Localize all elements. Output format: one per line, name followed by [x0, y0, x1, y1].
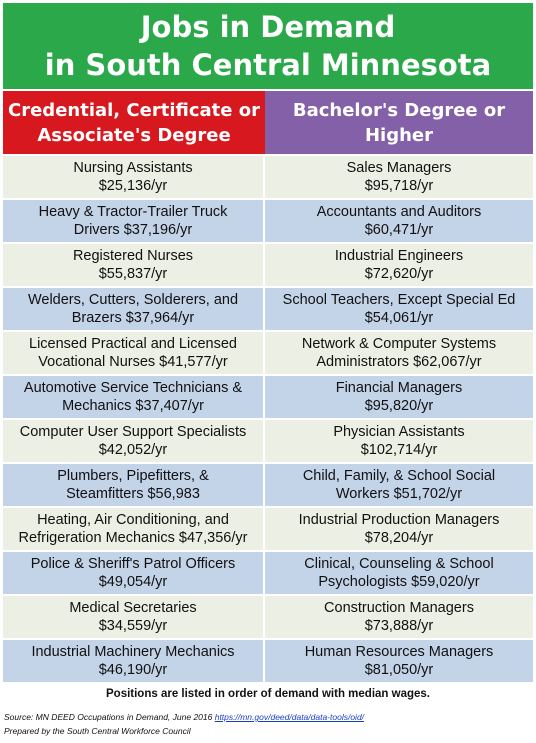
job-item — [3, 332, 263, 374]
job-title: Industrial Engineers — [334, 248, 464, 264]
job-wage: $49,054/yr — [98, 574, 168, 590]
source-link[interactable]: https://mn.gov/deed/data/data-tools/oid/ — [214, 712, 365, 722]
job-item — [265, 596, 533, 638]
job-item — [3, 288, 263, 330]
column-heading-line-1: Credential, Certificate or — [8, 100, 260, 121]
job-title: Heavy & Tractor-Trailer Truck — [38, 204, 228, 220]
job-wage: $55,837/yr — [98, 266, 168, 282]
job-wage: $81,050/yr — [364, 662, 434, 678]
job-item — [3, 376, 263, 418]
job-wage: Steamfitters $56,983 — [66, 486, 200, 502]
job-wage: $102,714/yr — [360, 442, 438, 458]
bachelor-jobs-list — [265, 156, 533, 684]
job-item — [3, 156, 263, 198]
job-title: Industrial Machinery Mechanics — [31, 644, 235, 660]
column-heading-line-1: Bachelor's Degree or — [292, 100, 506, 121]
job-title: Heating, Air Conditioning, and — [37, 512, 229, 528]
job-title: School Teachers, Except Special Ed — [282, 292, 516, 308]
source-line — [4, 712, 364, 722]
job-wage: Refrigeration Mechanics $47,356/yr — [18, 530, 248, 546]
job-wage: $78,204/yr — [364, 530, 434, 546]
job-wage: Vocational Nurses $41,577/yr — [38, 354, 228, 370]
job-item — [3, 552, 263, 594]
column-heading-line-2: Higher — [364, 125, 434, 146]
job-item — [3, 508, 263, 550]
job-item — [265, 332, 533, 374]
job-item — [265, 244, 533, 286]
job-title: Child, Family, & School Social — [302, 468, 496, 484]
credential-jobs-list — [3, 156, 263, 684]
job-item — [265, 376, 533, 418]
job-title: Nursing Assistants — [73, 160, 193, 176]
job-wage: $34,559/yr — [98, 618, 168, 634]
column-heading-line-2: Associate's Degree — [37, 125, 231, 146]
job-wage: $60,471/yr — [364, 222, 434, 238]
job-item — [3, 596, 263, 638]
job-wage: $73,888/yr — [364, 618, 434, 634]
job-item — [3, 464, 263, 506]
job-title: Computer User Support Specialists — [19, 424, 247, 440]
job-item — [265, 552, 533, 594]
footnote: Positions are listed in order of demand with median wages. — [106, 688, 430, 700]
job-wage: $95,718/yr — [364, 178, 434, 194]
job-wage: Administrators $62,067/yr — [316, 354, 482, 370]
job-item — [265, 464, 533, 506]
job-title: Physician Assistants — [333, 424, 465, 440]
column-heading-bachelor — [265, 91, 533, 154]
job-title: Registered Nurses — [72, 248, 194, 264]
job-wage: $54,061/yr — [364, 310, 434, 326]
job-wage: Brazers $37,964/yr — [71, 310, 195, 326]
job-item — [3, 200, 263, 242]
job-wage: Psychologists $59,020/yr — [318, 574, 480, 590]
job-item — [3, 244, 263, 286]
job-title: Sales Managers — [346, 160, 452, 176]
job-wage: $46,190/yr — [98, 662, 168, 678]
job-title: Accountants and Auditors — [316, 204, 482, 220]
job-title: Welders, Cutters, Solderers, and — [27, 292, 239, 308]
title-line-1: Jobs in Demand — [140, 10, 396, 44]
job-wage: $95,820/yr — [364, 398, 434, 414]
job-title: Licensed Practical and Licensed — [29, 336, 237, 352]
job-title: Plumbers, Pipefitters, & — [57, 468, 209, 484]
page-title — [3, 3, 533, 89]
column-heading-credential — [3, 91, 265, 154]
prepared-by: Prepared by the South Central Workforce Council — [4, 726, 191, 736]
job-item — [265, 156, 533, 198]
job-title: Construction Managers — [324, 600, 474, 616]
job-wage: Drivers $37,196/yr — [73, 222, 193, 238]
title-line-2: in South Central Minnesota — [44, 48, 492, 82]
job-wage: $25,136/yr — [98, 178, 168, 194]
job-item — [265, 508, 533, 550]
job-title: Human Resources Managers — [304, 644, 494, 660]
job-title: Clinical, Counseling & School — [304, 556, 494, 572]
job-title: Police & Sheriff's Patrol Officers — [30, 556, 236, 572]
job-wage: Mechanics $37,407/yr — [62, 398, 204, 414]
job-wage: Workers $51,702/yr — [335, 486, 463, 502]
job-wage: $42,052/yr — [98, 442, 168, 458]
job-item — [265, 420, 533, 462]
job-item — [3, 640, 263, 682]
job-item — [265, 288, 533, 330]
job-title: Financial Managers — [335, 380, 463, 396]
job-title: Industrial Production Managers — [298, 512, 500, 528]
job-title: Automotive Service Technicians & — [23, 380, 243, 396]
job-title: Network & Computer Systems — [301, 336, 497, 352]
source-text: Source: MN DEED Occupations in Demand, June 2016 — [4, 712, 215, 722]
job-wage: $72,620/yr — [364, 266, 434, 282]
job-title: Medical Secretaries — [69, 600, 197, 616]
job-item — [265, 640, 533, 682]
job-item — [265, 200, 533, 242]
job-item — [3, 420, 263, 462]
